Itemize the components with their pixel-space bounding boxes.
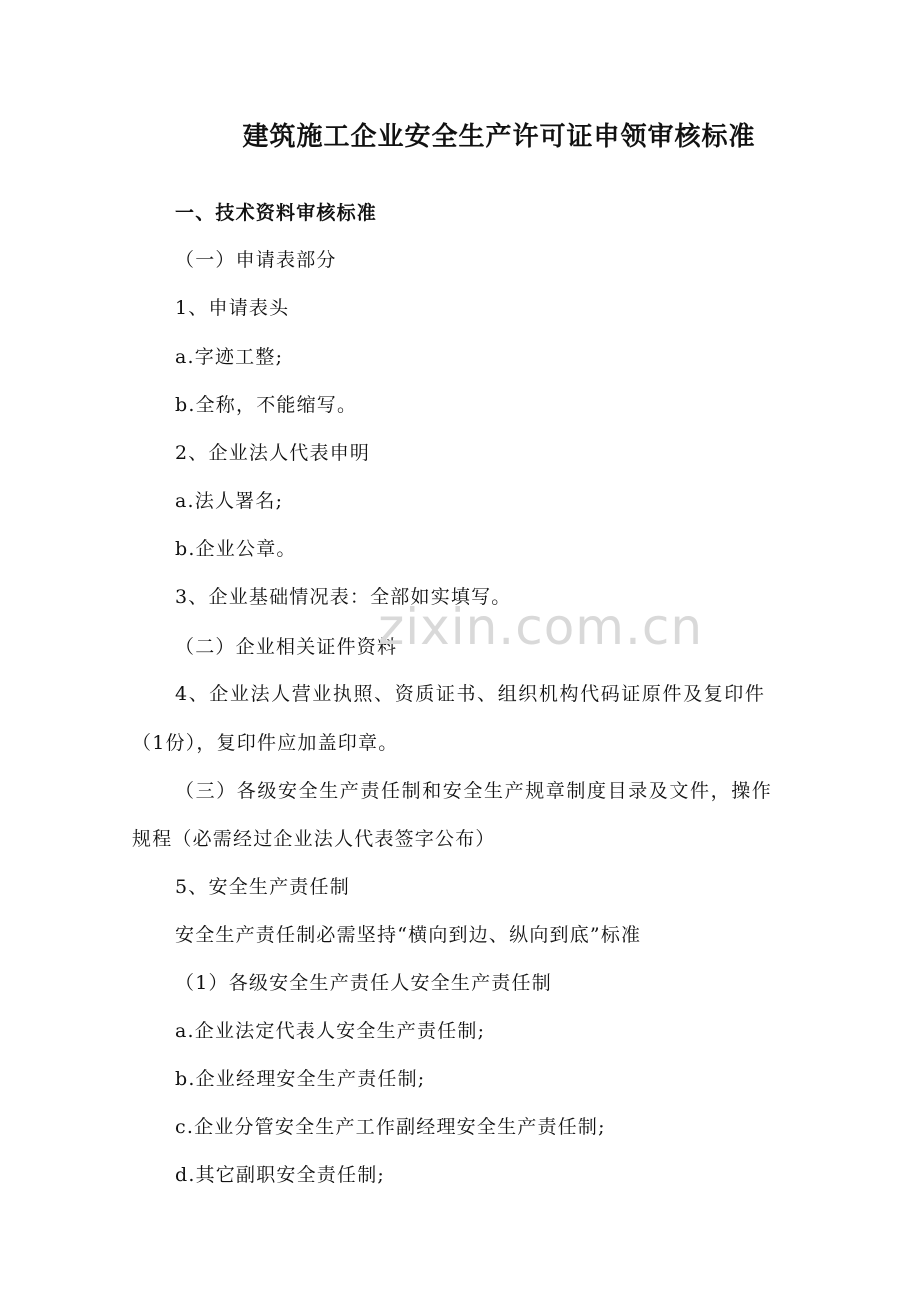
item-heading: 1、申请表头	[175, 297, 290, 319]
subsection-heading: （二）企业相关证件资料	[175, 636, 398, 658]
item-heading: 5、安全生产责任制	[175, 876, 350, 898]
sub-item: a.企业法定代表人安全生产责任制;	[175, 1020, 486, 1042]
sub-item: d.其它副职安全责任制;	[175, 1164, 386, 1186]
sub-item: a.字迹工整;	[175, 346, 284, 368]
paragraph-line: 规程（必需经过企业法人代表签字公布）	[132, 828, 496, 850]
paragraph-line: （三）各级安全生产责任制和安全生产规章制度目录及文件，操作	[175, 780, 773, 802]
sub-item: b.全称，不能缩写。	[175, 394, 358, 416]
sub-item: b.企业公章。	[175, 538, 297, 560]
sub-item: b.企业经理安全生产责任制;	[175, 1068, 426, 1090]
section-heading: 一、技术资料审核标准	[175, 202, 378, 224]
item-heading: 2、企业法人代表申明	[175, 442, 371, 464]
paragraph-line: 安全生产责任制必需坚持“横向到边、纵向到底”标准	[175, 924, 642, 946]
sub-item: c.企业分管安全生产工作副经理安全生产责任制;	[175, 1116, 606, 1138]
watermark: zixin.com.cn	[378, 598, 704, 656]
sub-item: a.法人署名;	[175, 490, 284, 512]
paragraph-line: （1份），复印件应加盖印章。	[132, 732, 399, 754]
subsection-heading: （一）申请表部分	[175, 249, 337, 271]
item-heading: 3、企业基础情况表：全部如实填写。	[175, 586, 512, 608]
sub-heading: （1）各级安全生产责任人安全生产责任制	[175, 972, 552, 994]
document-title: 建筑施工企业安全生产许可证申领审核标准	[242, 122, 756, 152]
paragraph-line: 4、企业法人营业执照、资质证书、组织机构代码证原件及复印件	[175, 683, 766, 705]
